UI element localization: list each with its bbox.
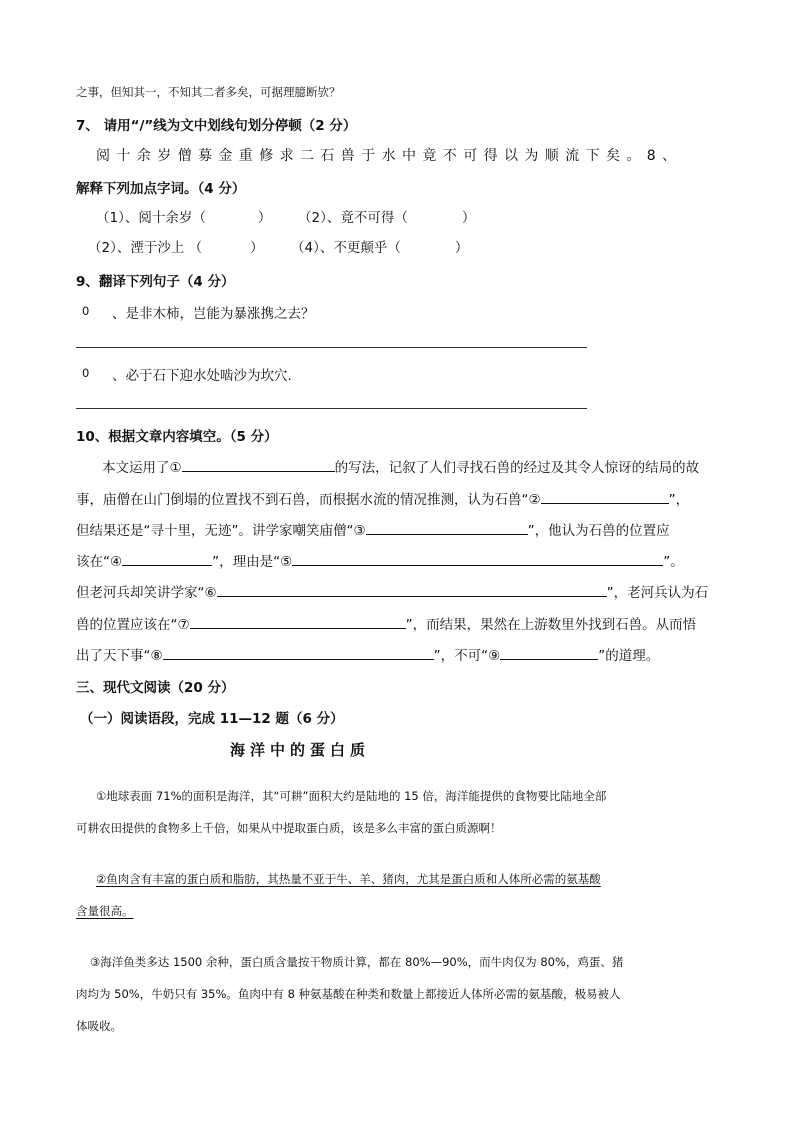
q8-item2: （2）、竟不可得（ ） <box>298 210 476 226</box>
q10-blank-8[interactable] <box>163 645 434 660</box>
q7-sentence: 阅十余岁僧募金重修求二石兽于水中竟不可得以为顺流下矣。8、 <box>96 148 683 164</box>
q10-blank-9[interactable] <box>500 645 598 660</box>
q10-blank-3[interactable] <box>366 520 528 535</box>
section3-subtitle: （一）阅读语段，完成 11—12 题（6 分） <box>80 711 344 727</box>
q10-line2: 事，庙僧在山门倒塌的位置找不到石兽，而根据水流的情况推测，认为石兽“② ”， <box>76 488 689 508</box>
q9-s2-mark: 0 <box>82 366 90 380</box>
q10-line6: 兽的位置应该在“⑦ ”，而结果，果然在上游数里外找到石兽。从而悟 <box>76 613 696 633</box>
q9-title: 9、翻译下列句子（4 分） <box>76 274 235 290</box>
q10-blank-6[interactable] <box>217 582 607 597</box>
p3-line2: 肉均为 50%，牛奶只有 35%。鱼肉中有 8 种氨基酸在种类和数量上都接近人体所必需的氨基酸，极易被人 <box>76 987 621 1001</box>
q10-blank-2[interactable] <box>541 489 669 504</box>
q10-blank-1[interactable] <box>182 457 335 472</box>
q10-blank-7[interactable] <box>190 614 406 629</box>
q9-answer-line-1[interactable] <box>76 347 587 348</box>
p1-line1: ①地球表面 71%的面积是海洋，其“可耕”面积大约是陆地的 15 倍，海洋能提供的食物要比陆地全部 <box>96 789 607 803</box>
q8-item1: （1）、阅十余岁（ ） <box>96 210 272 226</box>
p2-line1: ②鱼肉含有丰富的蛋白质和脂肪，其热量不亚于牛、羊、猪肉，尤其是蛋白质和人体所必需的氨基酸 <box>96 872 601 886</box>
q10-line5: 但老河兵却笑讲学家“⑥ ”，老河兵认为石 <box>76 581 708 601</box>
q9-s1-mark: 0 <box>82 304 90 318</box>
q10-blank-5[interactable] <box>292 551 663 566</box>
q10-title: 10、根据文章内容填空。（5 分） <box>76 429 278 445</box>
q10-line1: 本文运用了① 的写法，记叙了人们寻找石兽的经过及其令人惊讶的结局的故 <box>102 456 699 476</box>
p3-line3: 体吸收。 <box>76 1019 122 1033</box>
q10-blank-4[interactable] <box>122 551 212 566</box>
article-title: 海洋中的蛋白质 <box>230 741 371 759</box>
q9-answer-line-2[interactable] <box>76 408 587 409</box>
q7-title: 7、 请用“/”线为文中划线句划分停顿（2 分） <box>76 118 357 134</box>
q8-title: 解释下列加点字词。（4 分） <box>76 181 246 197</box>
p3-line1: ③海洋鱼类多达 1500 余种，蛋白质含量按干物质计算，都在 80%—90%，而牛肉仅为 80%，鸡蛋、猪 <box>90 955 624 969</box>
q9-s1: 、是非木柿，岂能为暴涨携之去？ <box>112 306 315 322</box>
p2-line2: 含量很高。 <box>76 904 134 918</box>
q8-item4: （4）、不更颠乎（ ） <box>291 240 469 256</box>
section3-title: 三、现代文阅读（20 分） <box>76 680 235 696</box>
p1-line2: 可耕农田提供的食物多上千倍，如果从中提取蛋白质，该是多么丰富的蛋白质源啊！ <box>76 821 502 835</box>
q9-s2: 、必于石下迎水处啮沙为坎穴. <box>112 368 292 384</box>
q10-line4: 该在“④ ”，理由是“⑤ ”。 <box>76 550 684 570</box>
q10-line7: 出了天下事“⑧ ”，不可“⑨ ”的道理。 <box>76 644 659 664</box>
top-line: 之事，但知其一，不知其二者多矣，可据理臆断欤？ <box>76 85 341 99</box>
q10-line3: 但结果还是“寻十里，无迹”。讲学家嘲笑庙僧“③ ”，他认为石兽的位置应 <box>76 519 670 539</box>
q8-item3: （2）、湮于沙上 （ ） <box>88 240 264 256</box>
